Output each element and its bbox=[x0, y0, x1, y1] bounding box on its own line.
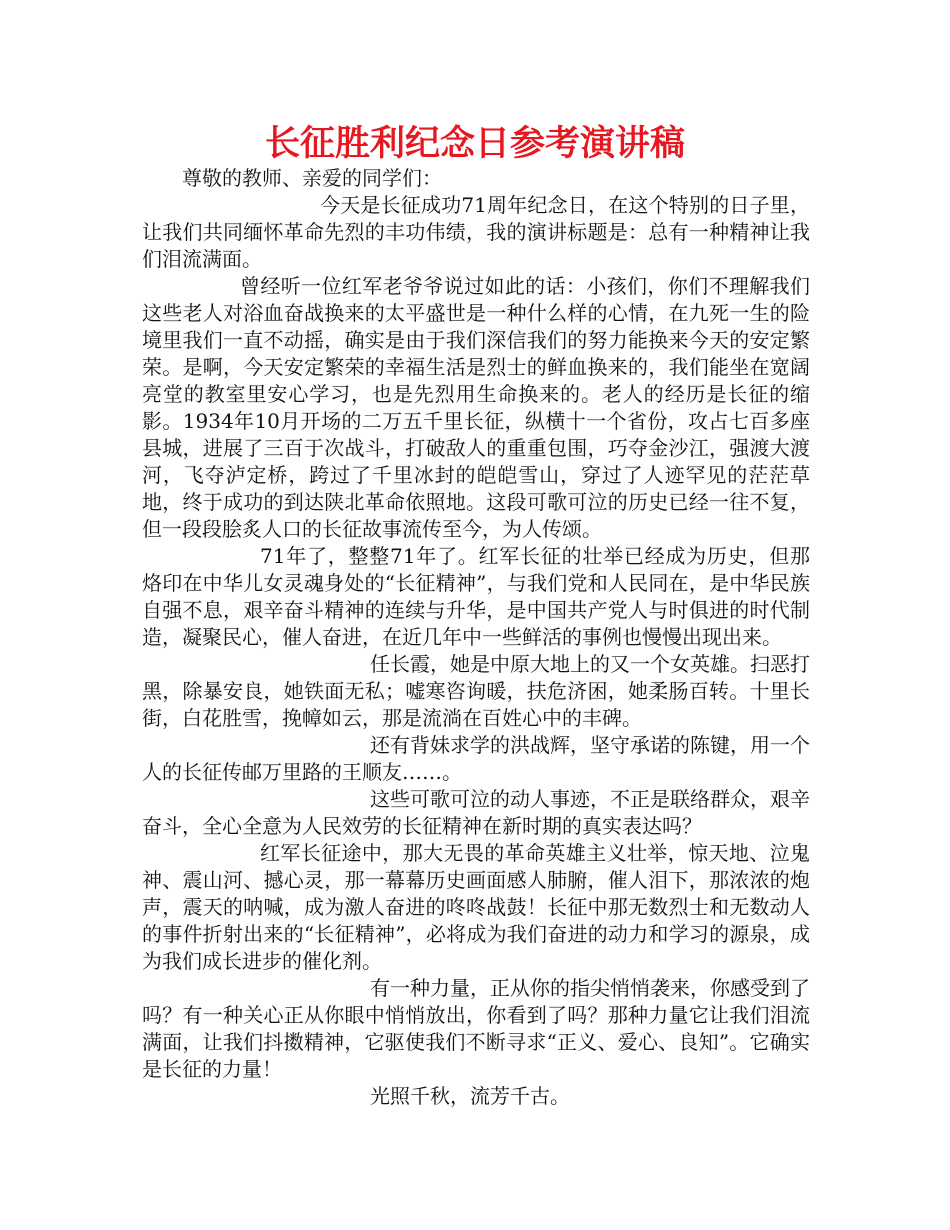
paragraph-power: 有一种力量，正从你的指尖悄悄袭来，你感受到了吗？有一种关心正从你眼中悄悄放出，你看到了吗？那种力量它让我们泪流满面，让我们抖擞精神，它驱使我们不断寻求“正义、爱心、良知”。它确实是长征的力量！ bbox=[142, 976, 810, 1081]
paragraph-red-army-journey: 红军长征途中，那大无畏的革命英雄主义壮举，惊天地、泣鬼神、震山河、撼心灵，那一幕幕历史画面感人肺腑，催人泪下，那浓浓的炮声，震天的呐喊，成为激人奋进的咚咚战鼓！长征中那无数烈士和无数动人的事件折射出来的“长征精神”，必将成为我们奋进的动力和学习的源泉，成为我们成长进步的催化剂。 bbox=[142, 841, 810, 973]
paragraph-greeting: 尊敬的教师、亲爱的同学们： bbox=[182, 166, 442, 190]
paragraph-closing: 光照千秋，流芳千古。 bbox=[370, 1084, 570, 1108]
speech-body bbox=[142, 165, 810, 1110]
paragraph-veteran-story: 曾经听一位红军老爷爷说过如此的话：小孩们，你们不理解我们这些老人对浴血奋战换来的太平盛世是一种什么样的心情，在九死一生的险境里我们一直不动摇，确实是由于我们深信我们的努力能换来今天的安定繁荣。是啊，今天安定繁荣的幸福生活是烈士的鲜血换来的，我们能坐在宽阔亮堂的教室里安心学习，也是先烈用生命换来的。老人的经历是长征的缩影。1934年10月开场的二万五千里长征，纵横十一个省份，攻占七百多座县城，进展了三百于次战斗，打破敌人的重重包围，巧夺金沙江，强渡大渡河，飞夺泸定桥，跨过了千里冰封的皑皑雪山，穿过了人迹罕见的茫茫草地，终于成功的到达陕北革命依照地。这段可歌可泣的历史已经一往不复，但一段段脍炙人口的长征故事流传至今，为人传颂。 bbox=[142, 274, 810, 541]
paragraph-intro: 今天是长征成功71周年纪念日，在这个特别的日子里，让我们共同缅怀革命先烈的丰功伟绩，我的演讲标题是：总有一种精神让我们泪流满面。 bbox=[142, 193, 810, 271]
paragraph-71-years: 71年了，整整71年了。红军长征的壮举已经成为历史，但那烙印在中华儿女灵魂身处的“长征精神”，与我们党和人民同在，是中华民族自强不息，艰辛奋斗精神的连续与升华，是中国共产党人与时俱进的时代制造，凝聚民心，催人奋进，在近几年中一些鲜活的事例也慢慢出现出来。 bbox=[142, 544, 810, 649]
paragraph-other-heroes: 还有背妹求学的洪战辉，坚守承诺的陈键，用一个人的长征传邮万里路的王顺友……。 bbox=[142, 733, 810, 784]
page-title: 长征胜利纪念日参考演讲稿 bbox=[264, 124, 685, 164]
paragraph-ren-changxia: 任长霞，她是中原大地上的又一个女英雄。扫恶打黑，除暴安良，她铁面无私；嘘寒咨询暖，扶危济困，她柔肠百转。十里长街，白花胜雪，挽幛如云，那是流淌在百姓心中的丰碑。 bbox=[142, 652, 810, 730]
paragraph-spirit-expression: 这些可歌可泣的动人事迹，不正是联络群众，艰辛奋斗，全心全意为人民效劳的长征精神在新时期的真实表达吗？ bbox=[142, 787, 810, 838]
